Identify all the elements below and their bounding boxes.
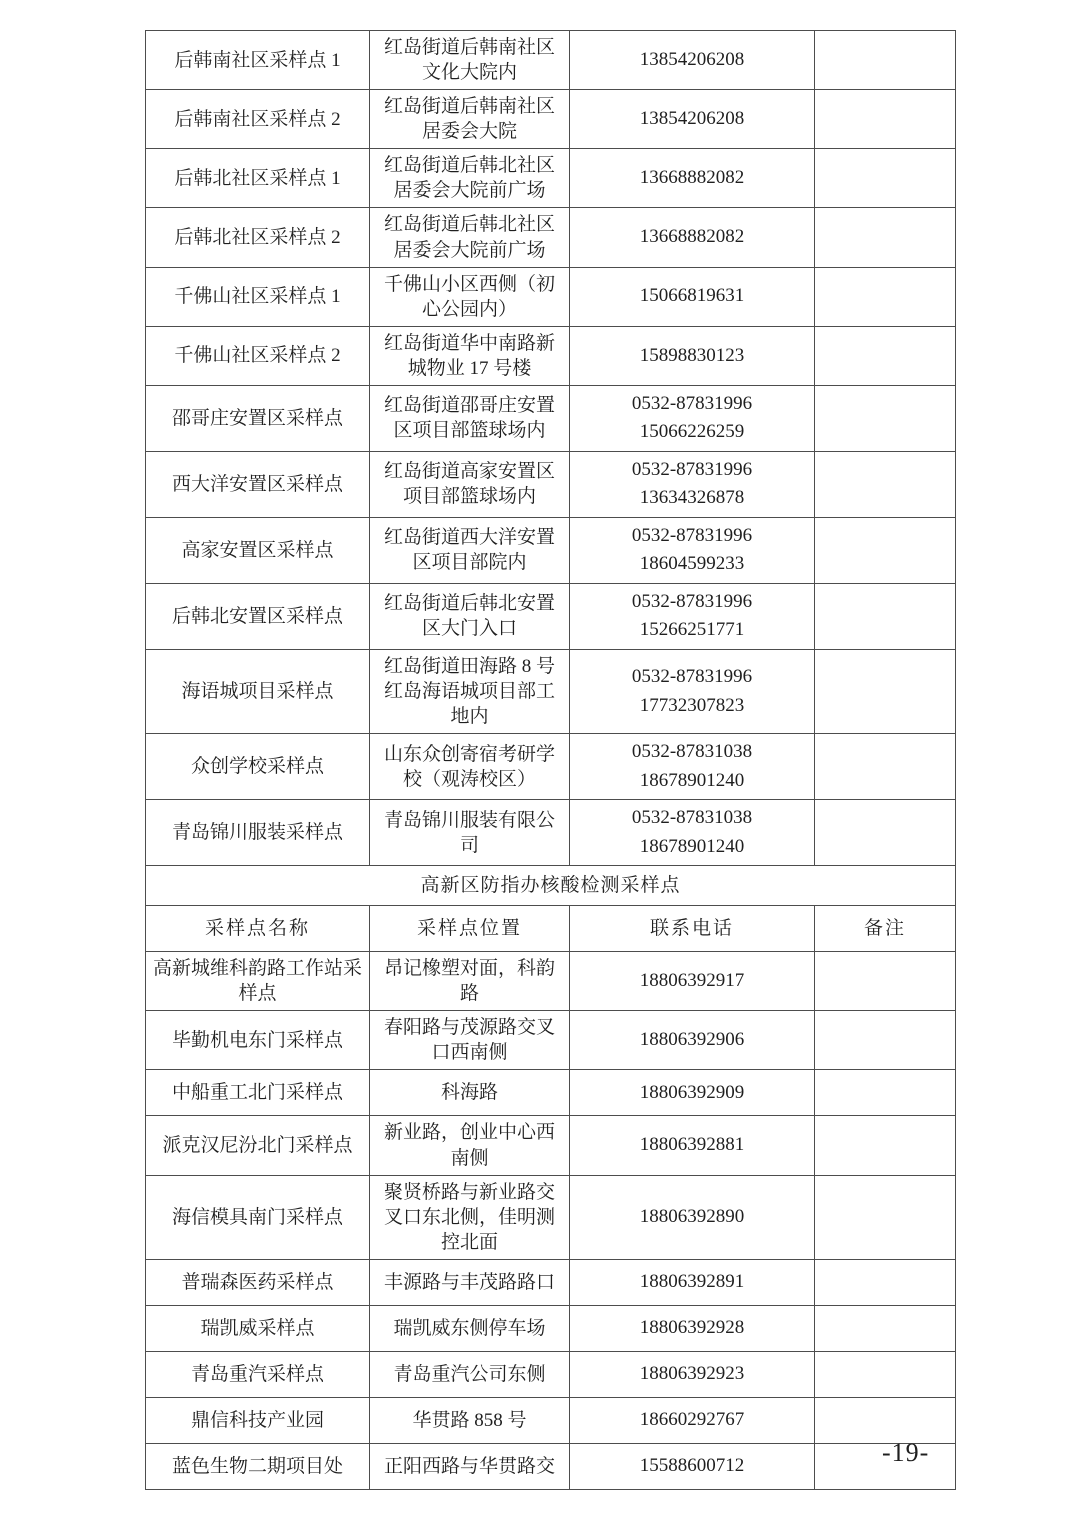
name-cell: 后韩南社区采样点 1 bbox=[146, 31, 370, 90]
table-row bbox=[146, 1305, 956, 1351]
name-cell: 后韩北社区采样点 2 bbox=[146, 208, 370, 267]
table-row bbox=[146, 1397, 956, 1443]
phone-cell bbox=[570, 649, 815, 733]
phone-cell bbox=[570, 208, 815, 267]
location-cell: 红岛街道后韩北社区居委会大院前广场 bbox=[370, 149, 570, 208]
location-cell: 红岛街道后韩北安置区大门入口 bbox=[370, 583, 570, 649]
phone-cell bbox=[570, 1443, 815, 1489]
location-cell: 红岛街道后韩北社区居委会大院前广场 bbox=[370, 208, 570, 267]
section-title-row bbox=[146, 866, 956, 906]
table-row bbox=[146, 326, 956, 385]
phone-cell bbox=[570, 583, 815, 649]
name-cell: 蓝色生物二期项目处 bbox=[146, 1443, 370, 1489]
location-cell: 红岛街道田海路 8 号红岛海语城项目部工地内 bbox=[370, 649, 570, 733]
phone-number: 13854206208 bbox=[639, 107, 745, 129]
location-cell: 青岛锦川服装有限公司 bbox=[370, 800, 570, 866]
table-row bbox=[146, 649, 956, 733]
phone-cell bbox=[570, 1351, 815, 1397]
phone-number: 13634326878 bbox=[639, 487, 745, 509]
table-row bbox=[146, 1175, 956, 1259]
name-cell: 海语城项目采样点 bbox=[146, 649, 370, 733]
location-cell: 华贯路 858 号 bbox=[370, 1397, 570, 1443]
phone-cell bbox=[570, 385, 815, 451]
table-row bbox=[146, 1351, 956, 1397]
phone-number: 18806392917 bbox=[639, 970, 745, 991]
note-cell bbox=[815, 1397, 956, 1443]
phone-cell bbox=[570, 1070, 815, 1116]
note-cell bbox=[815, 208, 956, 267]
section-title: 高新区防指办核酸检测采样点 bbox=[146, 866, 956, 906]
sampling-points-table bbox=[145, 30, 956, 1490]
name-cell: 千佛山社区采样点 2 bbox=[146, 326, 370, 385]
name-cell: 青岛重汽采样点 bbox=[146, 1351, 370, 1397]
note-cell bbox=[815, 31, 956, 90]
phone-cell bbox=[570, 734, 815, 800]
phone-number: 13668882082 bbox=[639, 167, 745, 189]
location-cell: 昂记橡塑对面，科韵路 bbox=[370, 952, 570, 1011]
name-cell: 毕勤机电东门采样点 bbox=[146, 1011, 370, 1070]
phone-number: 15898830123 bbox=[639, 344, 745, 366]
note-cell bbox=[815, 517, 956, 583]
gaoxin-section bbox=[146, 866, 956, 952]
phone-number: 0532-87831038 bbox=[631, 807, 753, 829]
location-cell: 科海路 bbox=[370, 1070, 570, 1116]
location-cell: 瑞凯威东侧停车场 bbox=[370, 1305, 570, 1351]
page-number: -19- bbox=[882, 1438, 930, 1467]
phone-number: 15266251771 bbox=[639, 619, 745, 641]
name-cell: 众创学校采样点 bbox=[146, 734, 370, 800]
table-row bbox=[146, 517, 956, 583]
phone-cell bbox=[570, 800, 815, 866]
phone-number: 0532-87831996 bbox=[631, 458, 753, 480]
header-location: 采样点位置 bbox=[370, 906, 570, 952]
phone-number: 0532-87831996 bbox=[631, 590, 753, 612]
note-cell bbox=[815, 1259, 956, 1305]
note-cell bbox=[815, 649, 956, 733]
note-cell bbox=[815, 1011, 956, 1070]
phone-number: 15066819631 bbox=[639, 285, 745, 307]
note-cell bbox=[815, 1351, 956, 1397]
phone-number: 0532-87831996 bbox=[631, 392, 753, 414]
name-cell: 千佛山社区采样点 1 bbox=[146, 267, 370, 326]
location-cell: 聚贤桥路与新业路交叉口东北侧，佳明测控北面 bbox=[370, 1175, 570, 1259]
name-cell: 后韩北社区采样点 1 bbox=[146, 149, 370, 208]
table-row bbox=[146, 385, 956, 451]
phone-cell bbox=[570, 267, 815, 326]
phone-number: 18806392928 bbox=[639, 1317, 745, 1339]
location-cell: 正阳西路与华贯路交 bbox=[370, 1443, 570, 1489]
name-cell: 后韩南社区采样点 2 bbox=[146, 90, 370, 149]
location-cell: 红岛街道后韩南社区文化大院内 bbox=[370, 31, 570, 90]
phone-number: 0532-87831996 bbox=[631, 524, 753, 546]
location-cell: 山东众创寄宿考研学校（观涛校区） bbox=[370, 734, 570, 800]
table-row bbox=[146, 800, 956, 866]
name-cell: 青岛锦川服装采样点 bbox=[146, 800, 370, 866]
table-row bbox=[146, 1011, 956, 1070]
location-cell: 千佛山小区西侧（初心公园内） bbox=[370, 267, 570, 326]
phone-number: 18806392923 bbox=[639, 1363, 745, 1385]
phone-number: 0532-87831038 bbox=[631, 741, 753, 763]
phone-cell bbox=[570, 326, 815, 385]
name-cell: 普瑞森医药采样点 bbox=[146, 1259, 370, 1305]
table-header-row bbox=[146, 906, 956, 952]
location-cell: 春阳路与茂源路交叉口西南侧 bbox=[370, 1011, 570, 1070]
table-row bbox=[146, 1259, 956, 1305]
note-cell bbox=[815, 267, 956, 326]
note-cell bbox=[815, 149, 956, 208]
phone-number: 15588600712 bbox=[639, 1455, 745, 1477]
phone-number: 18678901240 bbox=[639, 769, 745, 791]
table-row bbox=[146, 208, 956, 267]
table-row bbox=[146, 90, 956, 149]
note-cell bbox=[815, 90, 956, 149]
location-cell: 丰源路与丰茂路路口 bbox=[370, 1259, 570, 1305]
location-cell: 红岛街道邵哥庄安置区项目部篮球场内 bbox=[370, 385, 570, 451]
note-cell bbox=[815, 326, 956, 385]
location-cell: 红岛街道高家安置区项目部篮球场内 bbox=[370, 451, 570, 517]
name-cell: 派克汉尼汾北门采样点 bbox=[146, 1116, 370, 1175]
header-name: 采样点名称 bbox=[146, 906, 370, 952]
table-row bbox=[146, 1070, 956, 1116]
note-cell bbox=[815, 800, 956, 866]
name-cell: 海信模具南门采样点 bbox=[146, 1175, 370, 1259]
note-cell bbox=[815, 1116, 956, 1175]
location-cell: 新业路，创业中心西南侧 bbox=[370, 1116, 570, 1175]
table-row bbox=[146, 1443, 956, 1489]
phone-number: 18660292767 bbox=[639, 1409, 745, 1431]
table-row bbox=[146, 149, 956, 208]
name-cell: 西大洋安置区采样点 bbox=[146, 451, 370, 517]
phone-number: 13668882082 bbox=[639, 226, 745, 248]
location-cell: 红岛街道后韩南社区居委会大院 bbox=[370, 90, 570, 149]
phone-cell bbox=[570, 1175, 815, 1259]
phone-cell bbox=[570, 451, 815, 517]
note-cell bbox=[815, 952, 956, 1011]
phone-number: 18806392906 bbox=[639, 1029, 745, 1051]
note-cell bbox=[815, 1175, 956, 1259]
phone-number: 18678901240 bbox=[639, 835, 745, 857]
table-row bbox=[146, 451, 956, 517]
table-row bbox=[146, 267, 956, 326]
phone-number: 15066226259 bbox=[639, 421, 745, 443]
note-cell bbox=[815, 1305, 956, 1351]
table-row bbox=[146, 31, 956, 90]
table-row bbox=[146, 583, 956, 649]
table-row bbox=[146, 952, 956, 1011]
location-cell: 红岛街道西大洋安置区项目部院内 bbox=[370, 517, 570, 583]
phone-cell bbox=[570, 517, 815, 583]
table-row bbox=[146, 1116, 956, 1175]
location-cell: 红岛街道华中南路新城物业 17 号楼 bbox=[370, 326, 570, 385]
hongdao-street-rows bbox=[146, 31, 956, 866]
gaoxin-district-rows bbox=[146, 952, 956, 1490]
phone-cell bbox=[570, 1116, 815, 1175]
phone-cell bbox=[570, 90, 815, 149]
phone-number: 18806392881 bbox=[639, 1134, 745, 1156]
phone-cell bbox=[570, 149, 815, 208]
header-phone: 联系电话 bbox=[570, 906, 815, 952]
phone-number: 17732307823 bbox=[639, 694, 745, 716]
phone-cell bbox=[570, 952, 815, 1011]
phone-number: 13854206208 bbox=[639, 48, 745, 70]
note-cell bbox=[815, 451, 956, 517]
phone-cell bbox=[570, 31, 815, 90]
name-cell: 邵哥庄安置区采样点 bbox=[146, 385, 370, 451]
location-cell: 青岛重汽公司东侧 bbox=[370, 1351, 570, 1397]
phone-cell bbox=[570, 1011, 815, 1070]
phone-cell bbox=[570, 1397, 815, 1443]
name-cell: 瑞凯威采样点 bbox=[146, 1305, 370, 1351]
phone-number: 0532-87831996 bbox=[631, 666, 753, 688]
table-row bbox=[146, 734, 956, 800]
name-cell: 中船重工北门采样点 bbox=[146, 1070, 370, 1116]
note-cell bbox=[815, 583, 956, 649]
phone-number: 18806392909 bbox=[639, 1081, 745, 1103]
name-cell: 高家安置区采样点 bbox=[146, 517, 370, 583]
name-cell: 后韩北安置区采样点 bbox=[146, 583, 370, 649]
note-cell bbox=[815, 734, 956, 800]
header-note: 备注 bbox=[815, 906, 956, 952]
name-cell: 高新城维科韵路工作站采样点 bbox=[146, 952, 370, 1011]
phone-number: 18604599233 bbox=[639, 553, 745, 575]
phone-number: 18806392891 bbox=[639, 1271, 745, 1293]
phone-number: 18806392890 bbox=[639, 1206, 745, 1227]
note-cell bbox=[815, 385, 956, 451]
note-cell bbox=[815, 1070, 956, 1116]
name-cell: 鼎信科技产业园 bbox=[146, 1397, 370, 1443]
phone-cell bbox=[570, 1259, 815, 1305]
phone-cell bbox=[570, 1305, 815, 1351]
